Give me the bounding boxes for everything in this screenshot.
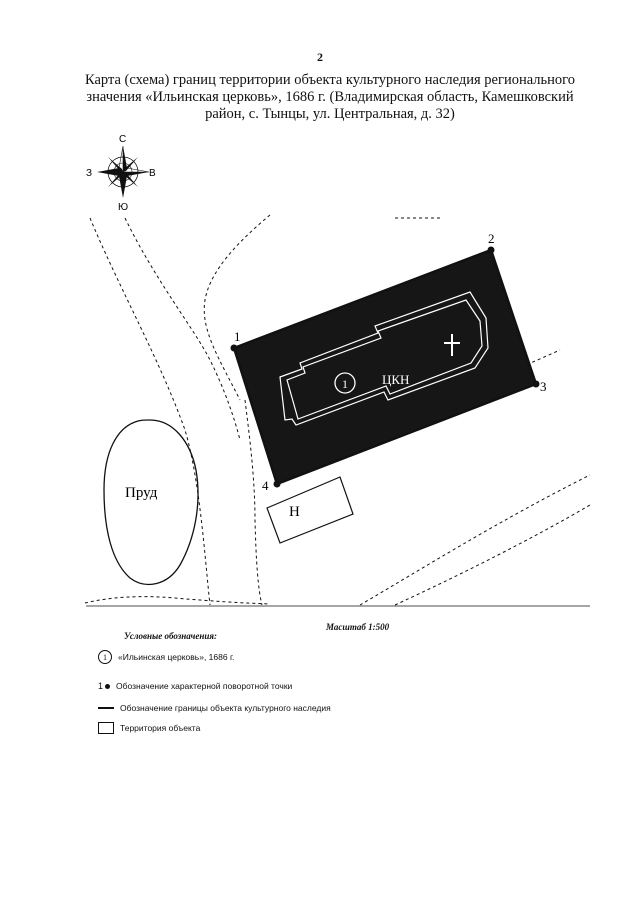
- turning-point-3-label: 3: [540, 379, 547, 394]
- turning-point-4: [274, 481, 281, 488]
- legend-boundary: [98, 703, 331, 713]
- title-line-2: значения «Ильинская церковь», 1686 г. (Владимирская область, Камешковский: [86, 89, 574, 105]
- object-territory: [234, 250, 536, 484]
- territory-box-icon: [98, 722, 114, 734]
- pond-outline: [104, 420, 198, 584]
- turning-point-1-label: 1: [234, 329, 241, 344]
- building-label: Н: [289, 504, 300, 520]
- legend-point: [98, 681, 292, 691]
- turning-point-3: [533, 381, 540, 388]
- title-line-3: район, с. Тынцы, ул. Центральная, д. 32): [205, 106, 455, 122]
- road-diagonal-lower-2: [395, 505, 590, 605]
- page-number: 2: [317, 50, 323, 64]
- road-diagonal-lower: [360, 475, 590, 605]
- legend-object: [98, 650, 234, 664]
- pond-label: Пруд: [125, 485, 158, 501]
- compass-rose-icon: [97, 146, 149, 198]
- object-number-label: 1: [342, 377, 348, 391]
- legend-title: Условные обозначения:: [124, 631, 217, 641]
- road-bottom-left: [85, 597, 270, 604]
- boundary-line-icon: [98, 707, 114, 709]
- turning-point-2-label: 2: [488, 231, 495, 246]
- turning-point-4-label: 4: [262, 478, 269, 493]
- object-code-label: ЦКН: [382, 372, 410, 387]
- compass-west-label: З: [86, 168, 93, 179]
- turning-point-1: [231, 345, 238, 352]
- legend-object-label: «Ильинская церковь», 1686 г.: [118, 652, 235, 662]
- legend-territory-label: Территория объекта: [120, 723, 201, 733]
- neighbour-building: [267, 477, 353, 543]
- turning-point-2: [488, 247, 495, 254]
- legend-boundary-label: Обозначение границы объекта культурного наследия: [120, 703, 331, 713]
- legend-point-label: Обозначение характерной поворотной точки: [116, 681, 293, 691]
- compass-south-label: Ю: [118, 202, 129, 213]
- road-left-edge-outer: [90, 218, 210, 605]
- turning-point-icon: [98, 681, 110, 691]
- object-marker-icon: 1: [98, 650, 112, 664]
- title-line-1: Карта (схема) границ территории объекта культурного наследия регионального: [85, 72, 575, 88]
- compass-east-label: В: [149, 168, 156, 179]
- legend-point-symbol: 1: [98, 681, 104, 691]
- map-scale: Масштаб 1:500: [326, 622, 390, 632]
- compass-north-label: С: [119, 134, 127, 145]
- legend-territory: [98, 722, 200, 734]
- road-left-edge-inner: [125, 218, 240, 440]
